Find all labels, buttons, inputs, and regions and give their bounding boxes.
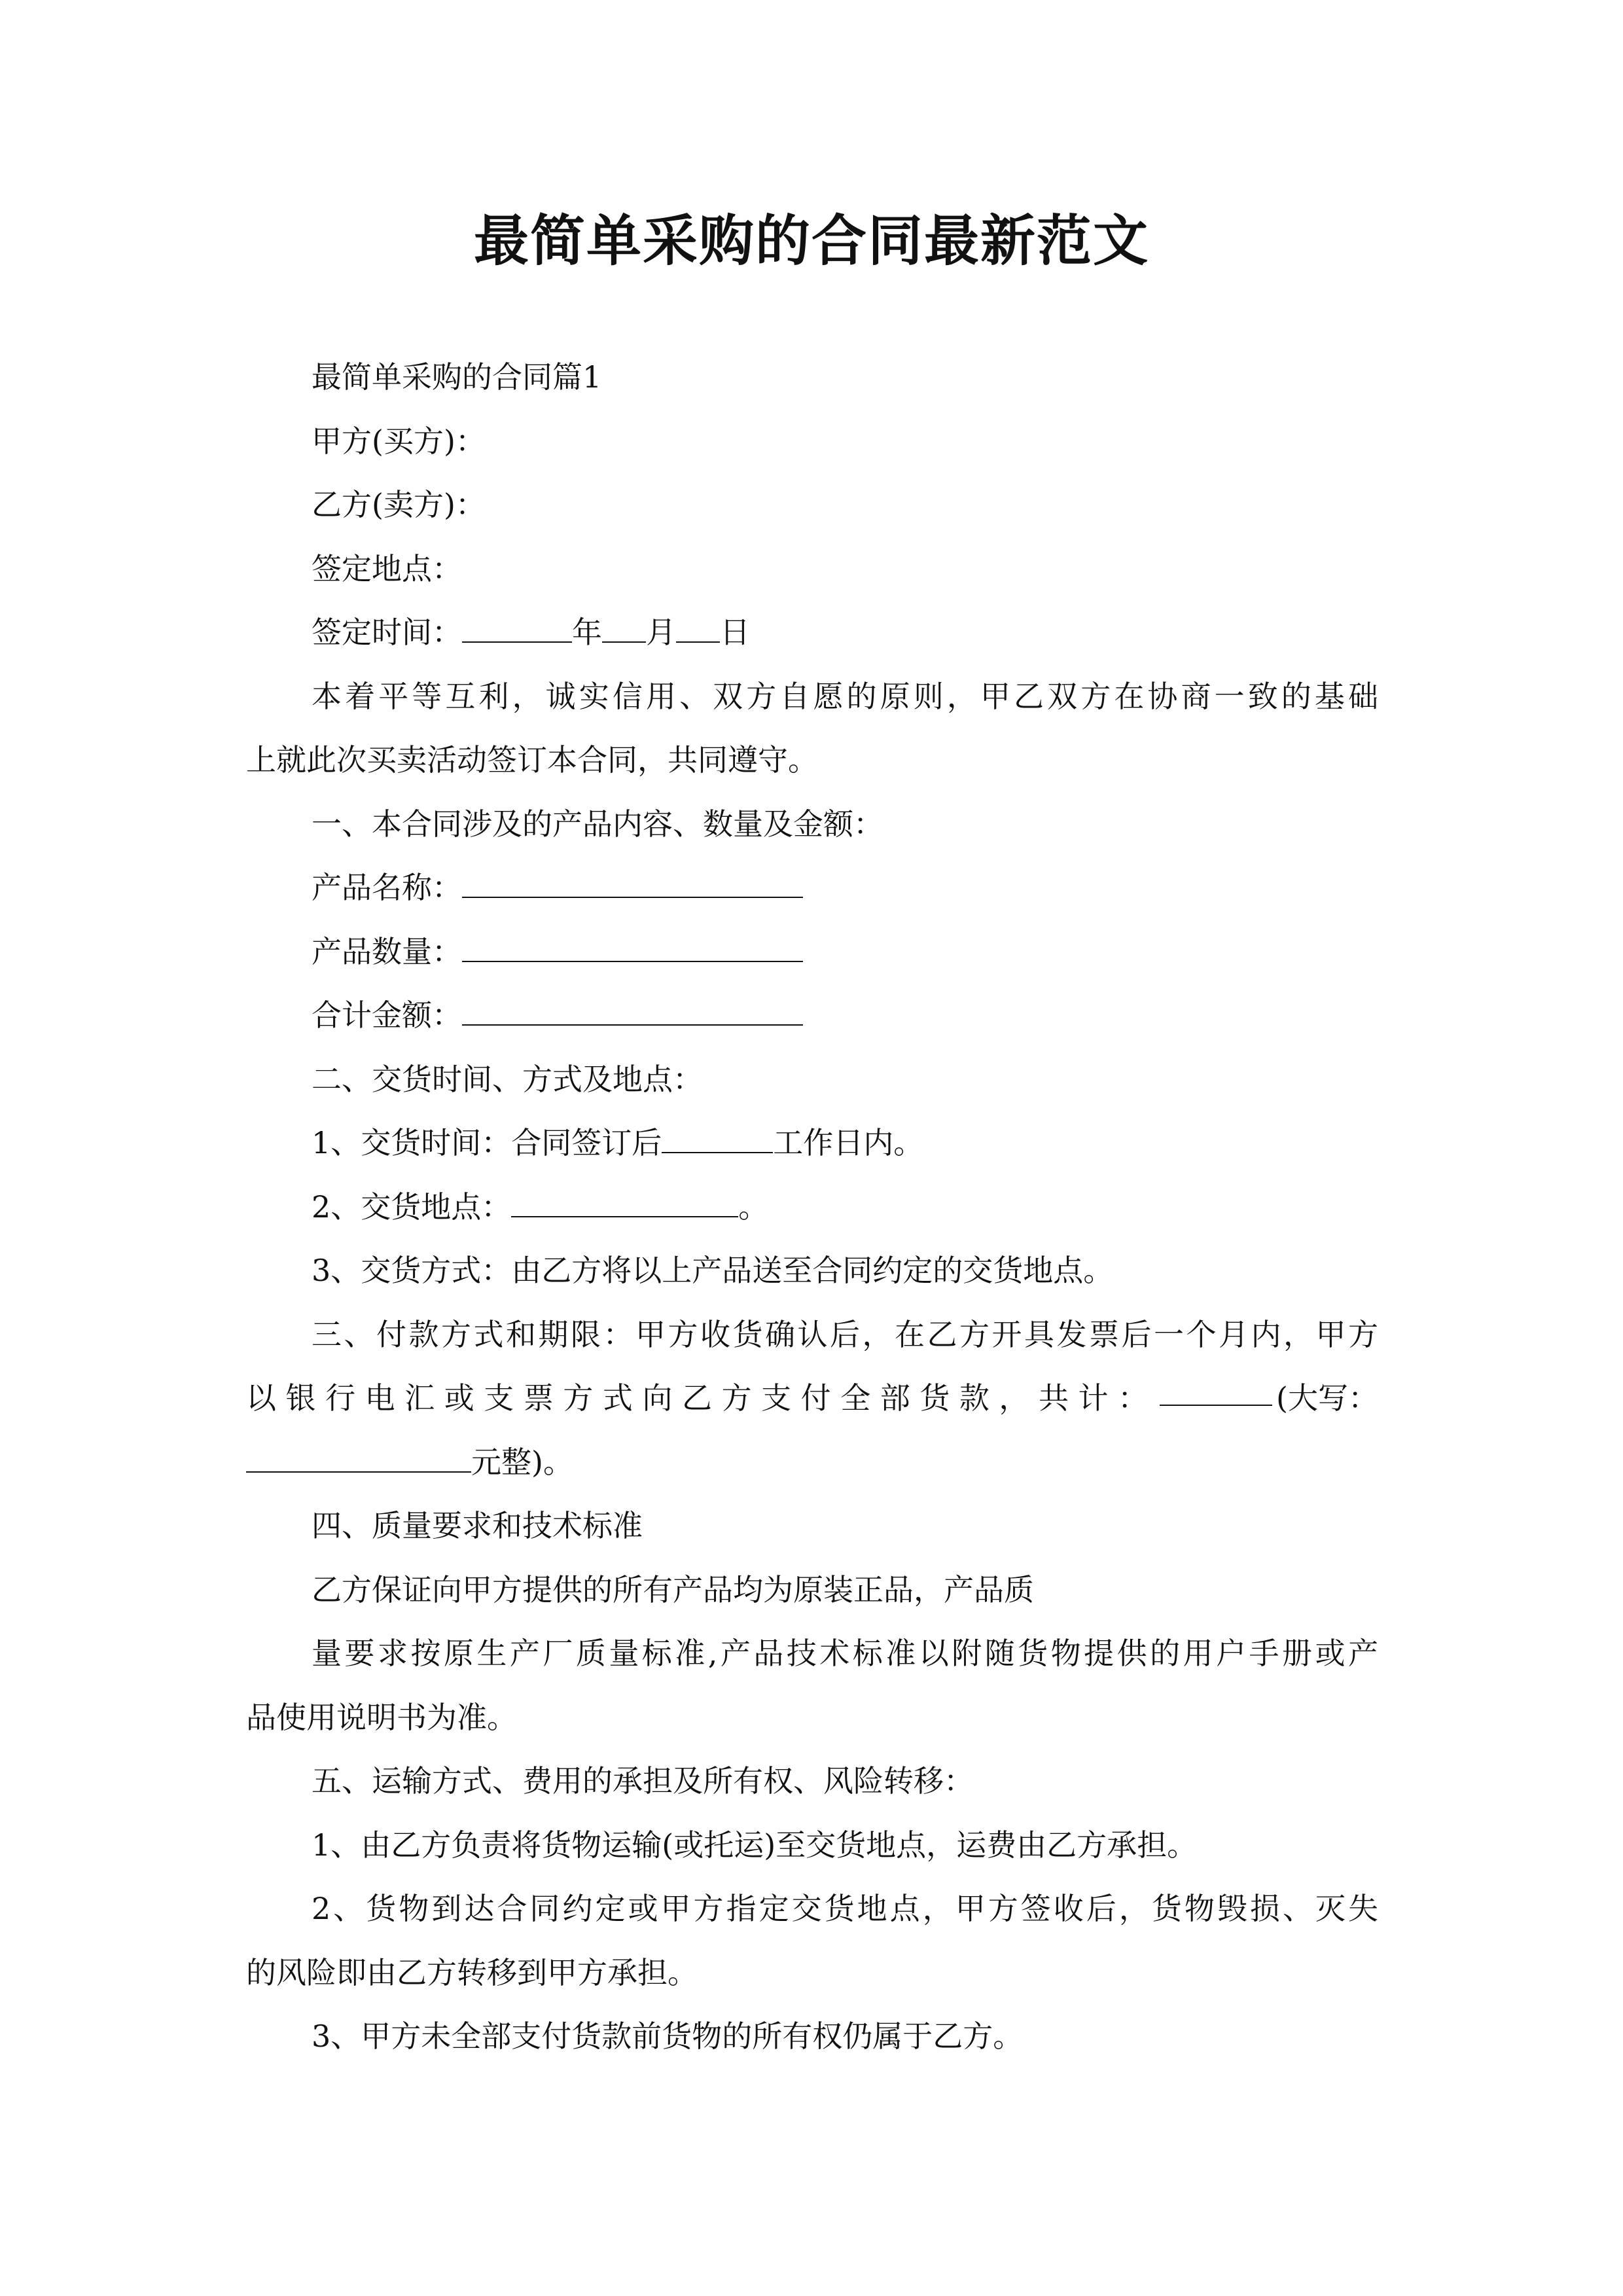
payment-line-1: 三、付款方式和期限：甲方收货确认后，在乙方开具发票后一个月内，甲方 <box>312 1316 1378 1352</box>
month-blank <box>602 615 646 643</box>
preamble-line-2: 上就此次买卖活动签订本合同，共同遵守。 <box>246 742 818 778</box>
quality-line-3: 品使用说明书为准。 <box>246 1699 517 1735</box>
year-label: 年 <box>572 615 602 650</box>
sign-time-label: 签定时间： <box>312 615 462 650</box>
delivery-time-text: 1、交货时间：合同签订后 <box>312 1125 662 1160</box>
capital-label: (大写： <box>1276 1380 1378 1416</box>
payment-text: 以银行电汇或支票方式向乙方支付全部货款，共计： <box>246 1380 1149 1416</box>
sign-place-line: 签定地点： <box>312 550 462 586</box>
delivery-place-label: 2、交货地点： <box>312 1189 512 1225</box>
product-qty-blank <box>462 935 803 962</box>
delivery-time-line <box>246 1111 1378 1175</box>
document-title: 最简单采购的合同最新范文 <box>473 208 1149 273</box>
day-label: 日 <box>720 615 750 650</box>
product-name-blank <box>462 870 803 898</box>
quality-line-2: 量要求按原生产厂质量标准,产品技术标准以附随货物提供的用户手册或产 <box>312 1636 1378 1671</box>
transport-item-2b: 的风险即由乙方转移到甲方承担。 <box>246 1954 698 1990</box>
product-name-line <box>246 856 1378 920</box>
party-b-line: 乙方(卖方)： <box>312 487 486 522</box>
product-qty-label: 产品数量： <box>312 933 462 969</box>
payment-line-3 <box>246 1431 1378 1495</box>
day-blank <box>676 615 720 643</box>
transport-item-1: 1、由乙方负责将货物运输(或托运)至交货地点，运费由乙方承担。 <box>312 1827 1198 1863</box>
transport-item-2a: 2、货物到达合同约定或甲方指定交货地点，甲方签收后，货物毁损、灭失 <box>312 1891 1378 1926</box>
total-amount-blank <box>462 998 803 1026</box>
s4-heading: 四、质量要求和技术标准 <box>312 1508 643 1543</box>
capital-blank <box>246 1445 471 1473</box>
total-amount-line <box>246 984 1378 1048</box>
s5-heading: 五、运输方式、费用的承担及所有权、风险转移： <box>312 1763 974 1799</box>
delivery-place-blank <box>511 1190 738 1217</box>
delivery-method-line: 3、交货方式：由乙方将以上产品送至合同约定的交货地点。 <box>312 1253 1114 1288</box>
s1-heading: 一、本合同涉及的产品内容、数量及金额： <box>312 806 883 842</box>
document-body <box>246 346 1378 2069</box>
section-heading: 最简单采购的合同篇1 <box>312 359 602 395</box>
party-a-line: 甲方(买方)： <box>312 423 486 459</box>
product-qty-line <box>246 920 1378 984</box>
delivery-days-blank <box>662 1126 773 1153</box>
year-blank <box>462 615 572 643</box>
delivery-time-suffix: 工作日内。 <box>773 1125 924 1160</box>
product-name-label: 产品名称： <box>312 870 462 905</box>
payment-line-2 <box>246 1367 1378 1431</box>
month-label: 月 <box>646 615 676 650</box>
transport-item-3: 3、甲方未全部支付货款前货物的所有权仍属于乙方。 <box>312 2018 1024 2054</box>
preamble-line-1: 本着平等互利，诚实信用、双方自愿的原则，甲乙双方在协商一致的基础 <box>312 678 1378 714</box>
delivery-place-suffix: 。 <box>738 1189 769 1225</box>
delivery-place-line <box>246 1175 1378 1240</box>
capital-suffix: 元整)。 <box>471 1444 573 1480</box>
s2-heading: 二、交货时间、方式及地点： <box>312 1061 703 1097</box>
quality-line-1: 乙方保证向甲方提供的所有产品均为原装正品，产品质 <box>312 1571 1034 1607</box>
total-blank <box>1160 1367 1272 1406</box>
sign-time-line <box>246 601 1378 665</box>
total-amount-label: 合计金额： <box>312 997 462 1033</box>
